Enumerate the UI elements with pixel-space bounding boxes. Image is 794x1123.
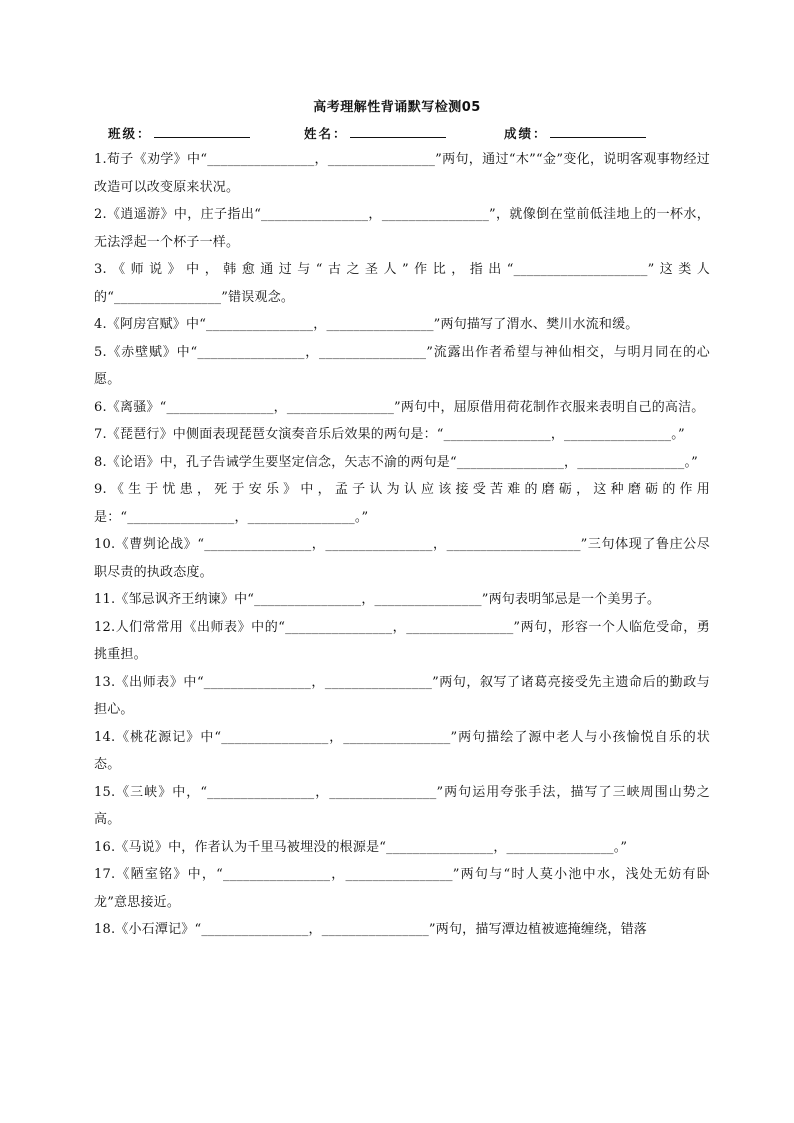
score-label: 成绩：: [504, 126, 548, 141]
question-list: [94, 146, 710, 944]
question-item: 10.《曹刿论战》“________________，________________，____________________”三句体现了鲁庄公尽职尽责的执政态度。: [94, 537, 710, 580]
question-item: 6.《离骚》“________________，________________”两句中，屈原借用荷花制作衣服来表明自己的高洁。: [94, 399, 705, 415]
class-blank-line[interactable]: [154, 125, 250, 138]
question-item: 15.《三峡》中，“________________，________________”两句运用夸张手法，描写了三峡周围山势之高。: [94, 784, 710, 827]
question-item: 14.《桃花源记》中“________________，________________”两句描绘了源中老人与小孩愉悦自乐的状态。: [94, 729, 710, 772]
score-blank-line[interactable]: [550, 125, 646, 138]
name-blank-line[interactable]: [350, 125, 446, 138]
question-item: 13.《出师表》中“________________，________________”两句，叙写了诸葛亮接受先主遗命后的勤政与担心。: [94, 674, 710, 717]
question-item: 3.《师说》中，韩愈通过与“古之圣人”作比，指出“____________________”这类人的“________________”错误观念。: [94, 262, 710, 305]
question-item: 12.人们常常用《出师表》中的“________________，________________”两句，形容一个人临危受命，勇挑重担。: [94, 619, 710, 662]
score-field: [504, 124, 646, 142]
question-item: 16.《马说》中，作者认为千里马被埋没的根源是“________________，________________。”: [94, 839, 628, 855]
name-label: 姓名：: [304, 126, 348, 141]
question-item: 7.《琵琶行》中侧面表现琵琶女演奏音乐后效果的两句是：“________________，________________。”: [94, 427, 685, 442]
question-item: 11.《邹忌讽齐王纳谏》中“________________，________________”两句表明邹忌是一个美男子。: [94, 592, 661, 607]
page-title: 高考理解性背诵默写检测05: [313, 100, 481, 115]
class-field: [108, 124, 250, 142]
question-item: 17.《陋室铭》中，“________________，________________”两句与“时人莫小池中水，浅处无妨有卧龙”意思接近。: [94, 867, 710, 910]
name-field: [304, 124, 446, 142]
question-item: 18.《小石潭记》“________________，________________”两句，描写潭边植被遮掩缠绕，错落: [94, 922, 647, 937]
question-item: 1.荀子《劝学》中“________________，________________”两句，通过“木”“金”变化，说明客观事物经过改造可以改变原来状况。: [94, 152, 710, 195]
student-info-row: [108, 124, 668, 142]
question-item: 5.《赤壁赋》中“________________，________________”流露出作者希望与神仙相交，与明月同在的心愿。: [94, 344, 710, 387]
question-item: 2.《逍遥游》中，庄子指出“________________，________________”，就像倒在堂前低洼地上的一杯水，无法浮起一个杯子一样。: [94, 207, 710, 250]
question-item: 4.《阿房宫赋》中“________________，________________”两句描写了渭水、樊川水流和缓。: [94, 317, 639, 332]
class-label: 班级：: [108, 126, 152, 141]
question-item: 8.《论语》中，孔子告诫学生要坚定信念，矢志不渝的两句是“________________，________________。”: [94, 454, 698, 470]
question-item: 9.《生于忧患，死于安乐》中，孟子认为认应该接受苦难的磨砺，这种磨砺的作用是：“________________，________________。”: [94, 482, 710, 525]
